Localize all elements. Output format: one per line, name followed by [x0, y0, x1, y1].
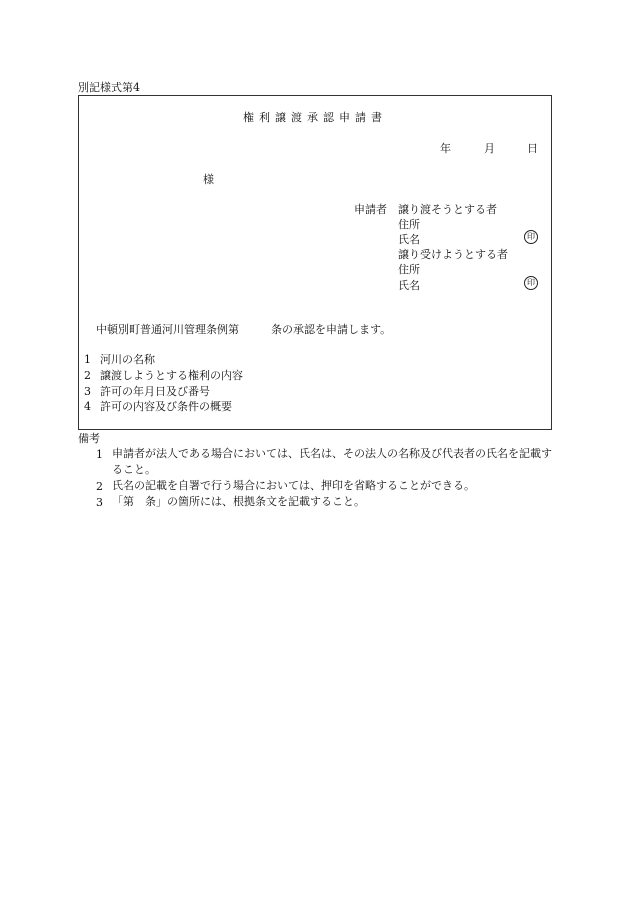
date-month-label: 月 — [484, 142, 495, 155]
item-number: 2 — [84, 369, 91, 382]
remark-text: 氏名の記載を自署で行う場合においては、押印を省略することができる。 — [112, 479, 475, 492]
transferee-seal-mark: 印 — [524, 276, 538, 290]
transferee-name-label: 氏名 — [398, 279, 420, 292]
list-item — [84, 386, 210, 397]
item-number: 3 — [84, 385, 91, 398]
request-suffix: 条の承認を申請します。 — [271, 323, 392, 336]
remark-text: 「第 条」の箇所には、根拠条文を記載すること。 — [112, 495, 365, 508]
item-label: 許可の年月日及び番号 — [100, 385, 210, 398]
item-label: 譲渡しようとする権利の内容 — [100, 369, 243, 382]
applicant-label: 申請者 — [354, 203, 387, 216]
document-title: 権利譲渡承認申請書 — [243, 111, 387, 124]
remark-text: 申請者が法人である場合においては、氏名は、その法人の名称及び代表者の氏名を記載すること。 — [112, 447, 552, 476]
date-year-label: 年 — [440, 142, 451, 155]
transferee-title: 譲り受けようとする者 — [398, 248, 508, 261]
item-number: 4 — [84, 400, 91, 413]
transferor-name-label: 氏名 — [398, 233, 420, 246]
date-day-label: 日 — [527, 142, 538, 155]
list-item — [84, 401, 232, 412]
transferor-address-label: 住所 — [398, 218, 420, 231]
transferee-address-label: 住所 — [398, 263, 420, 276]
remark-number: 2 — [96, 480, 103, 493]
form-number-label: 別記様式第4 — [78, 81, 140, 94]
list-item — [84, 370, 243, 381]
request-prefix: 中頓別町普通河川管理条例第 — [96, 323, 239, 336]
addressee-honorific: 様 — [203, 173, 214, 186]
transferor-seal-mark: 印 — [524, 230, 538, 244]
item-label: 許可の内容及び条件の概要 — [100, 400, 232, 413]
remark-number: 3 — [96, 496, 103, 509]
remark-number: 1 — [96, 448, 103, 461]
list-item — [84, 354, 155, 365]
item-label: 河川の名称 — [100, 353, 155, 366]
request-statement — [96, 324, 391, 335]
transferor-title: 譲り渡そうとする者 — [398, 203, 497, 216]
remarks-heading: 備考 — [78, 432, 100, 445]
item-number: 1 — [84, 353, 91, 366]
